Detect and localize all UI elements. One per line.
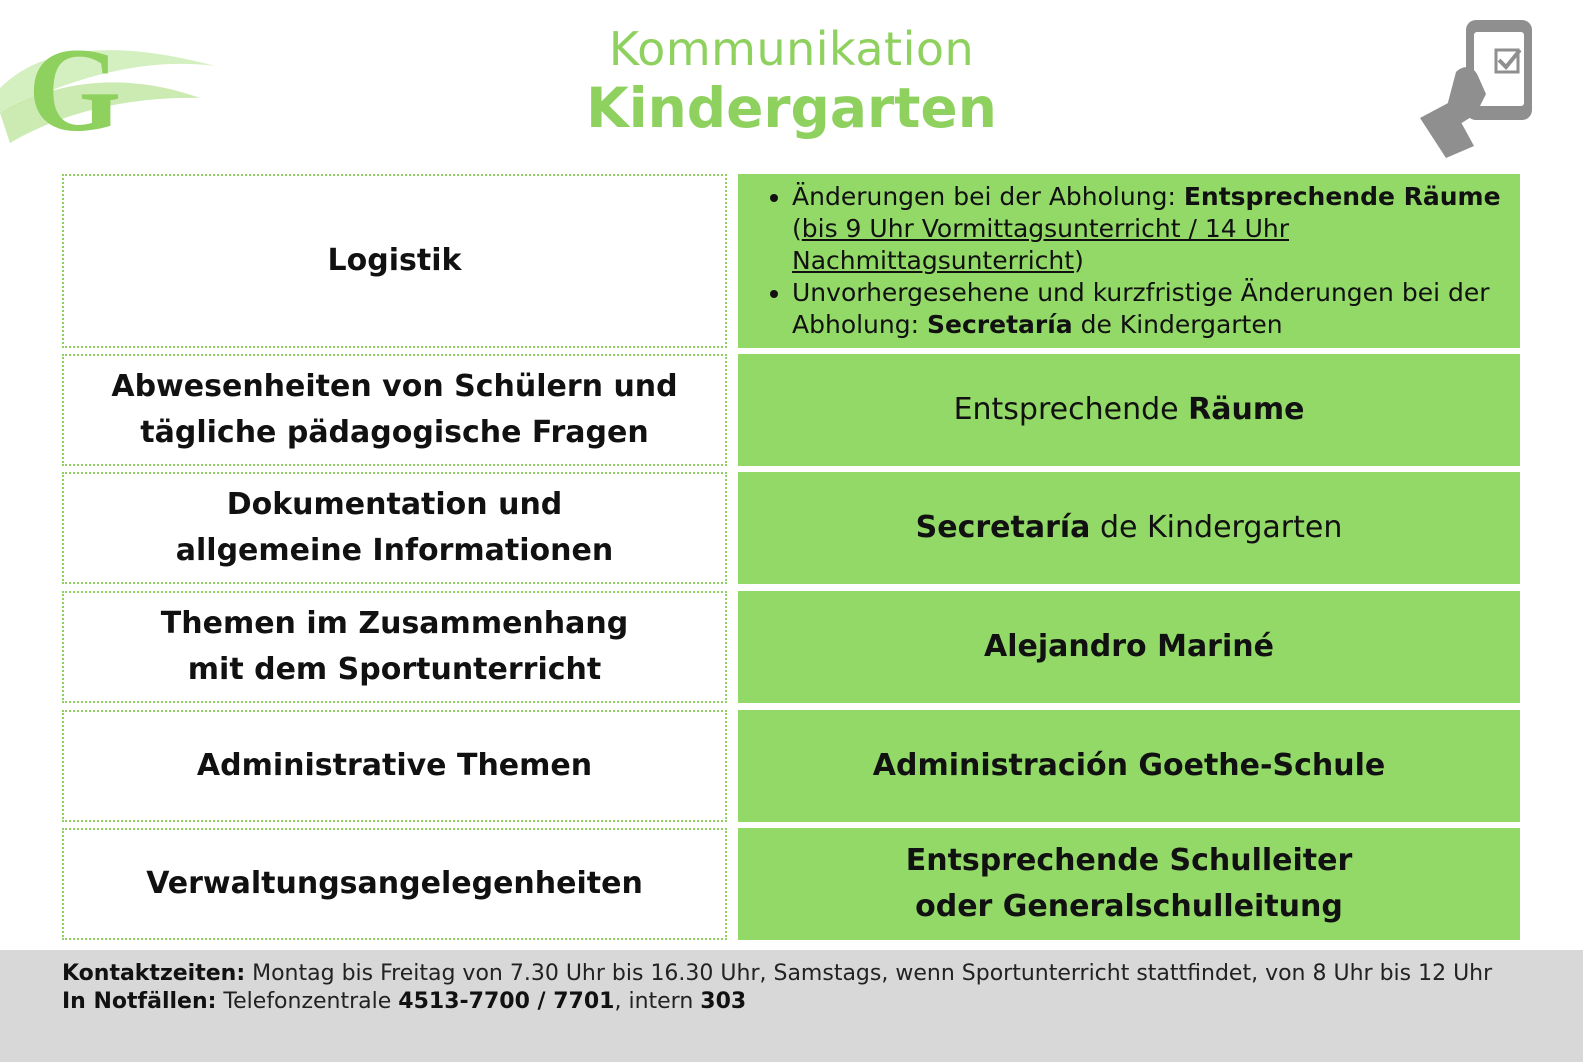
contact-cell xyxy=(738,174,1520,348)
table-row xyxy=(62,828,1520,940)
list-item: • Unvorhergesehene und kurzfristige Änderungen bei der Abholung: Secretaría de Kindergarten xyxy=(792,277,1520,341)
table-row xyxy=(62,354,1520,466)
table-row xyxy=(62,174,1520,348)
contact-hours: Kontaktzeiten: Montag bis Freitag von 7.30 Uhr bis 16.30 Uhr, Samstags, wenn Sportunterricht stattfindet, von 8 Uhr bis 12 Uhr xyxy=(62,961,1493,986)
topic-cell xyxy=(62,174,727,348)
topic-cell: Abwesenheiten von Schülern und tägliche pädagogische Fragen xyxy=(62,354,727,466)
topic-cell: Themen im Zusammenhang mit dem Sportunterricht xyxy=(62,591,727,703)
topic-label: Administrative Themen xyxy=(196,748,593,783)
page-title: Kindergarten xyxy=(586,76,997,140)
contact-name: Administración Goethe-Schule xyxy=(872,748,1386,783)
topic-cell: Dokumentation und allgemeine Informationen xyxy=(62,472,727,584)
contact-cell: Secretaría de Kindergarten xyxy=(738,472,1520,584)
topic-cell xyxy=(62,828,727,940)
table-row xyxy=(62,591,1520,703)
topic-label: Verwaltungsangelegenheiten xyxy=(146,866,643,901)
contact-cell: Entsprechende Räume xyxy=(738,354,1520,466)
contact-list xyxy=(738,181,1520,341)
contact-name: Alejandro Mariné xyxy=(984,629,1274,664)
contact-info-footer xyxy=(0,950,1583,1062)
table-row xyxy=(62,472,1520,584)
contact-cell xyxy=(738,710,1520,822)
contact-cell xyxy=(738,591,1520,703)
contact-cell: Entsprechende Schulleiter oder Generalschulleitung xyxy=(738,828,1520,940)
list-item: • Änderungen bei der Abholung: Entsprechende Räume (bis 9 Uhr Vormittagsunterricht / 14 Uhr Nachmittagsunterricht) xyxy=(792,181,1520,277)
svg-text:G: G xyxy=(28,23,122,148)
hand-phone-checkmark-icon xyxy=(1416,14,1548,158)
topic-label: Logistik xyxy=(327,243,462,278)
page-subtitle: Kommunikation xyxy=(608,22,975,76)
topic-cell xyxy=(62,710,727,822)
table-row xyxy=(62,710,1520,822)
emergency-contact: In Notfällen: Telefonzentrale 4513-7700 / 7701, intern 303 xyxy=(62,989,747,1014)
